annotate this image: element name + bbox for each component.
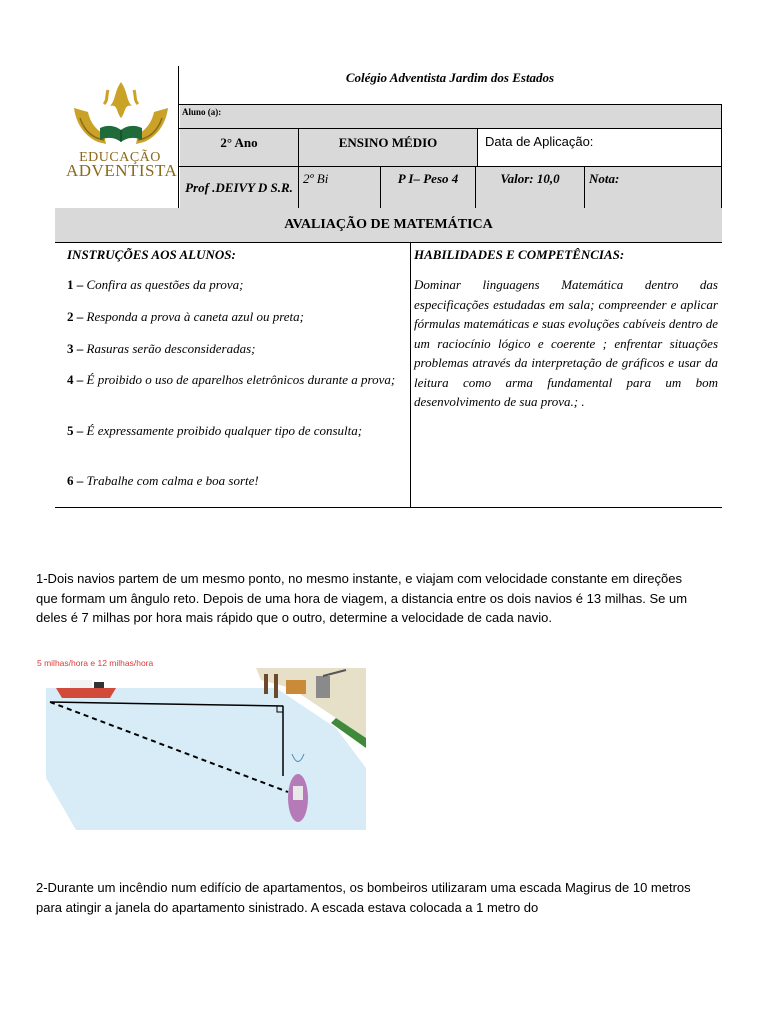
grid-line [55, 242, 722, 243]
exam-weight: P I– Peso 4 [397, 171, 459, 186]
instruction-item: 1 – Confira as questões da prova; [67, 277, 244, 292]
logo-text-line2: ADVENTISTA [66, 161, 178, 180]
instruction-item: 6 – Trabalhe com calma e boa sorte! [67, 473, 259, 488]
instruction-item: 5 – É expressamente proibido qualquer tipo de consulta; [67, 423, 363, 438]
figure-caption: 5 milhas/hora e 12 milhas/hora [37, 658, 154, 668]
instruction-item: 2 – Responda a prova à caneta azul ou preta; [67, 309, 304, 324]
logo-text-line1: EDUCAÇÃO [79, 150, 161, 165]
evaluation-title: AVALIAÇÃO DE MATEMÁTICA [284, 217, 493, 232]
grid-line [477, 128, 478, 166]
grade-field[interactable]: Nota: [589, 171, 620, 186]
instruction-item: 3 – Rasuras serão desconsideradas; [67, 341, 256, 356]
student-name-field[interactable]: Aluno (a): [182, 107, 222, 117]
instructions-heading: INSTRUÇÕES AOS ALUNOS: [67, 247, 236, 262]
grid-line [55, 507, 722, 508]
question-2-text: 2-Durante um incêndio num edifício de apartamentos, os bombeiros utilizaram uma escada Magirus de 10 metros para atingir a janela do apartamento sinistrado. A escada estava colocada a 1 metro do [36, 880, 691, 915]
instruction-item: 4 – É proibido o uso de aparelhos eletrônicos durante a prova; [67, 372, 396, 387]
education-level: ENSINO MÉDIO [338, 135, 438, 150]
exam-value: Valor: 10,0 [500, 171, 560, 186]
grid-line [721, 104, 722, 208]
skills-text: Dominar linguagens Matemática dentro das especificações estudadas em sala; compreender e aplicar fórmulas matemáticas e suas evoluções cabíveis dentro de um raciocínio lógico e coerente ; enfrentar situações problemas através da interpretação de gráficos e usar da leitura como arma fundamental para um bom desenvolvimento de sua prova.; . [414, 277, 718, 409]
school-name: Colégio Adventista Jardim dos Estados [345, 70, 555, 85]
teacher-name: Prof .DEIVY D S.R. [185, 179, 293, 195]
grid-line [584, 166, 585, 208]
bimester: 2º Bi [303, 171, 329, 186]
school-year: 2° Ano [220, 135, 258, 150]
grid-line [178, 166, 722, 167]
ship-1-icon [56, 688, 116, 698]
grid-line [178, 104, 722, 105]
skills-heading: HABILIDADES E COMPETÊNCIAS: [414, 247, 625, 262]
grid-line [178, 66, 179, 208]
crate-icon [286, 680, 306, 694]
question-1-text: 1-Dois navios partem de um mesmo ponto, no mesmo instante, e viajam com velocidade constante em direções que formam um ângulo reto. Depois de uma hora de viagem, a distancia entre os dois navios é 13 milhas. Se um deles é 7 milhas por hora mais rápido que o outro, determine a velocidade de cada navio. [36, 571, 688, 625]
crane-icon [316, 676, 330, 698]
grid-line [410, 242, 411, 508]
student-row-bg [180, 104, 722, 128]
ships-figure [36, 668, 366, 830]
application-date-field[interactable]: Data de Aplicação: [485, 133, 594, 149]
